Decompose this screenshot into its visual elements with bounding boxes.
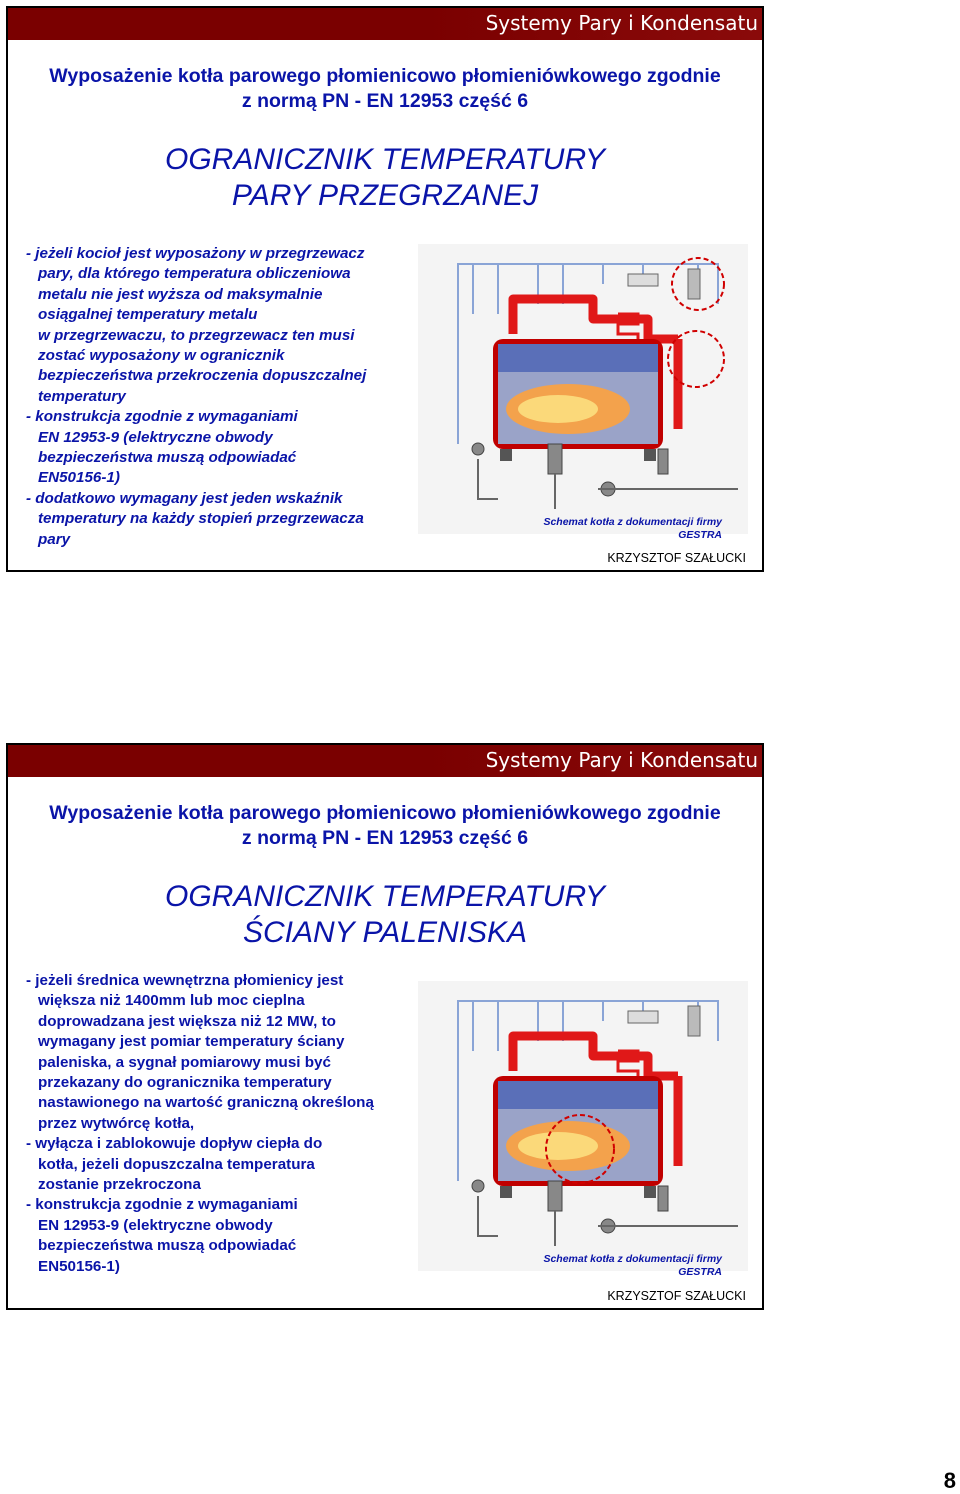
author: KRZYSZTOF SZAŁUCKI [607, 551, 746, 565]
body-line: EN 12953-9 (elektryczne obwody [38, 428, 273, 446]
slide-banner [8, 8, 762, 40]
body-line: w przegrzewaczu, to przegrzewacz ten musi [38, 326, 355, 344]
slide-heading [8, 801, 762, 851]
boiler-diagram [418, 981, 748, 1271]
caption-line-1: Schemat kotła z dokumentacji firmy [543, 516, 722, 528]
body-line: bezpieczeństwa muszą odpowiadać [38, 449, 297, 467]
heading-line-2: z normą PN - EN 12953 część 6 [241, 90, 529, 112]
body-line: - konstrukcja zgodnie z wymaganiami [26, 408, 298, 426]
body-line: - konstrukcja zgodnie z wymaganiami [26, 1196, 298, 1214]
heading-line-2: z normą PN - EN 12953 część 6 [241, 827, 529, 849]
body-line: przez wytwórcę kotła, [38, 1114, 195, 1132]
boiler-diagram [418, 244, 748, 534]
body-line: EN 12953-9 (elektryczne obwody [38, 1216, 273, 1234]
body-line: zostanie przekroczona [38, 1176, 201, 1194]
body-line: doprowadzana jest większa niż 12 MW, to [38, 1012, 336, 1030]
body-line: wymagany jest pomiar temperatury ściany [38, 1033, 345, 1051]
slide-body [26, 244, 366, 550]
body-line: - dodatkowo wymagany jest jeden wskaźnik [26, 489, 343, 507]
body-line: temperatury na każdy stopień przegrzewacza [38, 510, 364, 528]
body-line: - jeżeli średnica wewnętrzna płomienicy jest [26, 972, 344, 989]
slide-1 [6, 6, 764, 572]
diagram-caption [418, 516, 722, 542]
body-line: większa niż 1400mm lub moc cieplna [38, 992, 305, 1010]
body-line: bezpieczeństwa przekroczenia dopuszczalnej [38, 367, 367, 385]
slide-heading [8, 64, 762, 114]
slide-body [26, 971, 374, 1277]
body-line: paleniska, a sygnał pomiarowy musi być [38, 1053, 331, 1071]
banner-title: Systemy Pary i Kondensatu [485, 11, 758, 35]
body-line: EN50156-1) [38, 1257, 120, 1275]
body-line: - wyłącza i zablokowuje dopływ ciepła do [26, 1135, 323, 1153]
slide-title [8, 879, 762, 951]
body-line: przekazany do ogranicznika temperatury [38, 1074, 332, 1092]
title-line-2: ŚCIANY PALENISKA [242, 916, 527, 949]
body-line: - jeżeli kocioł jest wyposażony w przegrzewacz [26, 245, 365, 262]
caption-line-2: GESTRA [678, 1266, 722, 1278]
body-line: metalu nie jest wyższa od maksymalnie [38, 285, 323, 303]
slide-2 [6, 743, 764, 1310]
title-line-1: OGRANICZNIK TEMPERATURY [164, 143, 606, 176]
body-line: pary, dla którego temperatura obliczeniowa [38, 265, 351, 283]
body-line: temperatury [38, 387, 126, 405]
body-line: kotła, jeżeli dopuszczalna temperatura [38, 1155, 315, 1173]
slide-title [8, 142, 762, 214]
caption-line-2: GESTRA [678, 529, 722, 541]
heading-line-1: Wyposażenie kotła parowego płomienicowo płomieniówkowego zgodnie [49, 65, 721, 87]
heading-line-1: Wyposażenie kotła parowego płomienicowo płomieniówkowego zgodnie [49, 802, 721, 824]
body-line: bezpieczeństwa muszą odpowiadać [38, 1237, 297, 1255]
diagram-caption [418, 1253, 722, 1279]
body-line: nastawionego na wartość graniczną określoną [38, 1094, 374, 1112]
slide-banner [8, 745, 762, 777]
banner-title: Systemy Pary i Kondensatu [485, 748, 758, 772]
title-line-2: PARY PRZEGRZANEJ [231, 179, 539, 212]
body-line: EN50156-1) [38, 469, 120, 487]
body-line: osiągalnej temperatury metalu [38, 306, 258, 324]
page-number: 8 [943, 1468, 956, 1493]
author: KRZYSZTOF SZAŁUCKI [607, 1289, 746, 1303]
caption-line-1: Schemat kotła z dokumentacji firmy [543, 1253, 722, 1265]
body-line: pary [38, 530, 71, 548]
title-line-1: OGRANICZNIK TEMPERATURY [164, 880, 606, 913]
body-line: zostać wyposażony w ogranicznik [38, 347, 285, 365]
